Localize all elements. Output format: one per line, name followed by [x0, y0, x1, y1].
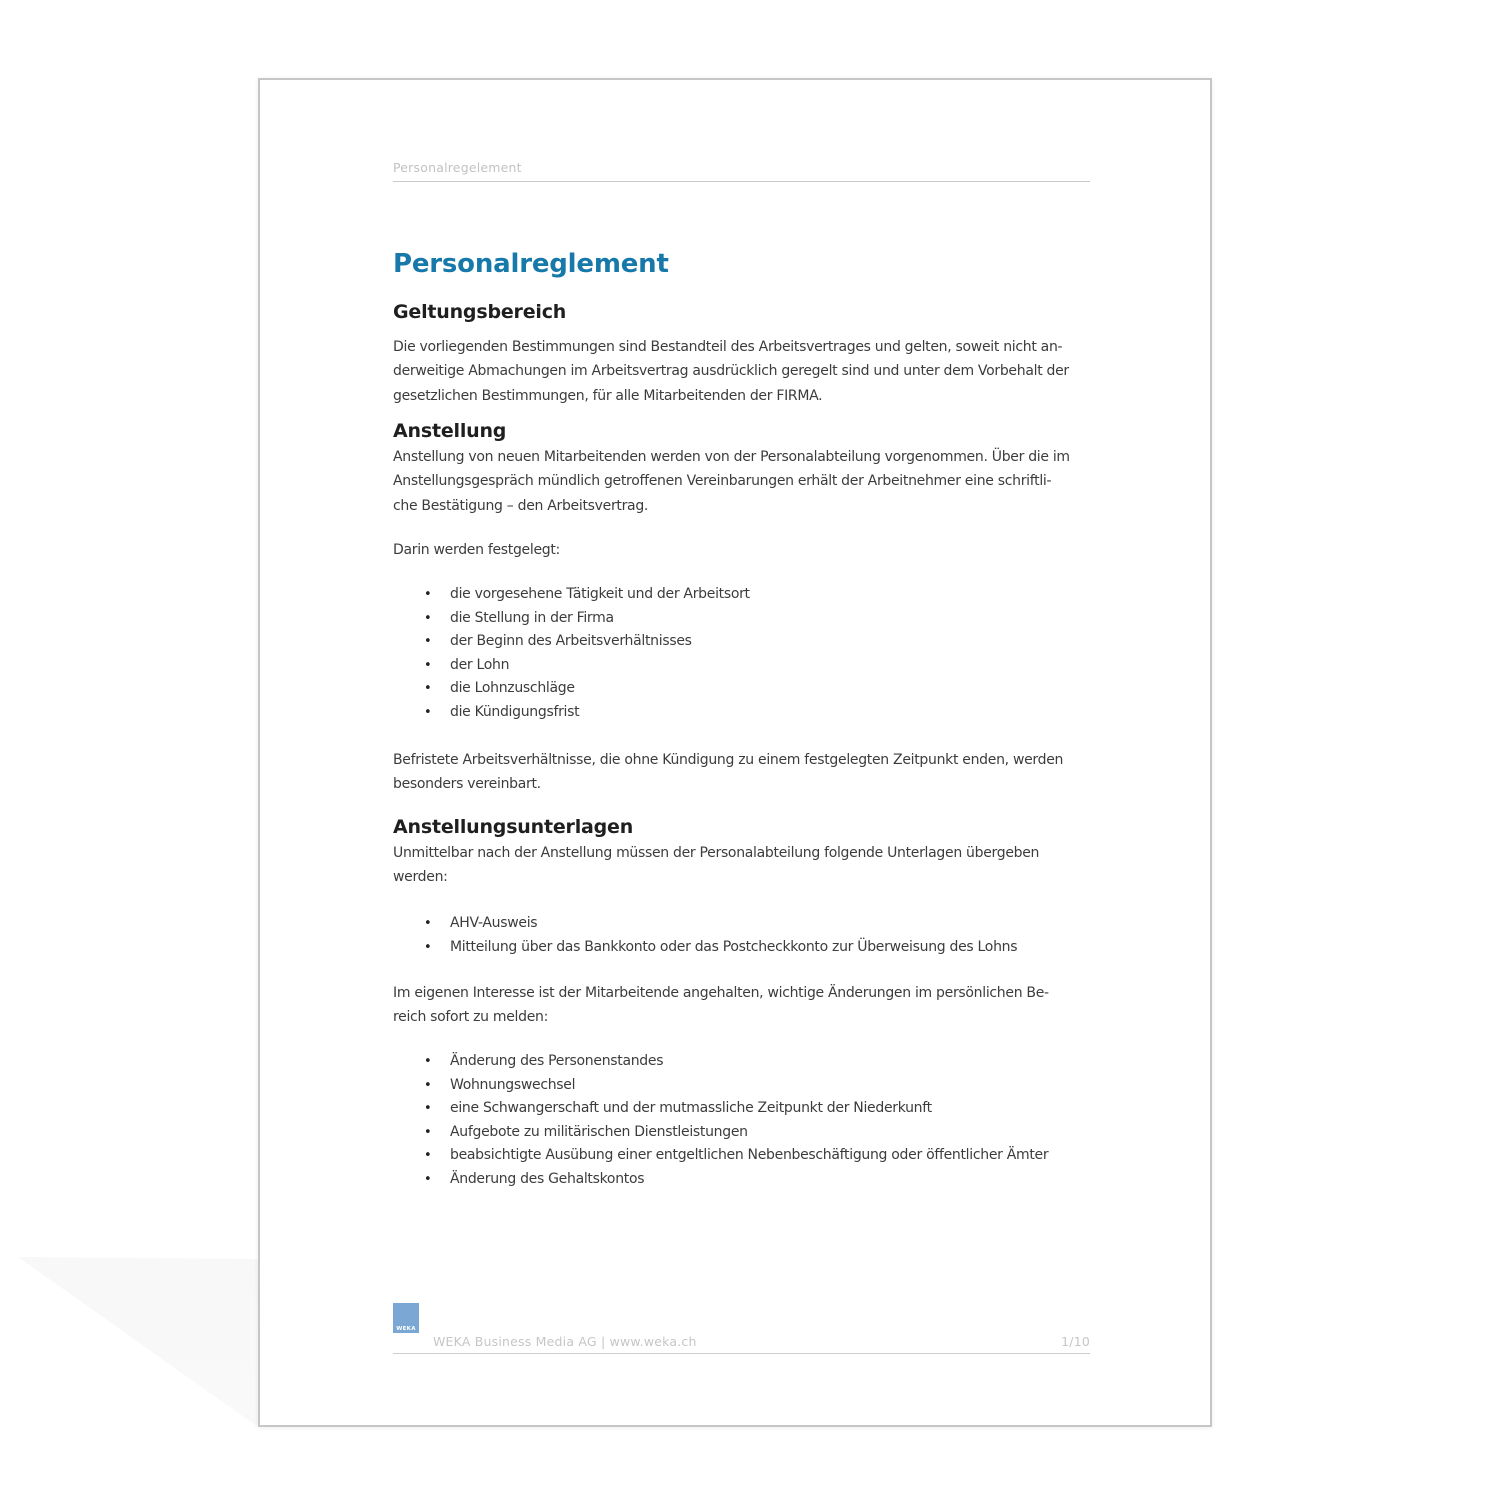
list-item-text: der Lohn — [450, 656, 510, 673]
bullet-icon — [424, 701, 431, 725]
list-item-text: Änderung des Personenstandes — [450, 1053, 664, 1069]
list-item-text: eine Schwangerschaft und der mutmassliche Zeitpunkt der Niederkunft — [450, 1100, 932, 1116]
section-heading-anstellungsunterlagen: Anstellungsunterlagen — [393, 816, 634, 838]
bullet-icon — [424, 912, 431, 936]
paragraph-interesse — [393, 981, 1110, 1030]
list-item — [393, 1144, 1110, 1168]
list-item — [393, 1097, 1110, 1121]
text-line: werden: — [393, 869, 448, 886]
bullet-list-aenderungen — [393, 1050, 1110, 1191]
list-item-text: Änderung des Gehaltskontos — [450, 1170, 645, 1187]
list-item — [393, 912, 1110, 936]
bullet-icon — [424, 1121, 431, 1145]
list-item — [393, 1168, 1110, 1192]
bullet-icon — [424, 1144, 431, 1168]
bullet-icon — [424, 607, 431, 631]
footer-page-number: 1/10 — [1061, 1334, 1090, 1349]
bullet-list-unterlagen — [393, 912, 1110, 959]
text-line: reich sofort zu melden: — [393, 1009, 549, 1026]
list-item-text: beabsichtigte Ausübung einer entgeltlichen Nebenbeschäftigung oder öffentlicher Ämter — [450, 1147, 1049, 1163]
paragraph-list-intro — [393, 538, 1110, 562]
text-line: Im eigenen Interesse ist der Mitarbeitende angehalten, wichtige Änderungen im persönlichen Be- — [393, 985, 1049, 1001]
bullet-icon — [424, 677, 431, 701]
text-line: Darin werden festgelegt: — [393, 542, 560, 558]
list-item-text: die Kündigungsfrist — [450, 703, 580, 720]
list-item-text: Aufgebote zu militärischen Dienstleistungen — [450, 1123, 748, 1140]
paragraph-geltungsbereich — [393, 335, 1110, 408]
list-item-text: der Beginn des Arbeitsverhältnisses — [450, 633, 692, 649]
footer-divider — [393, 1353, 1090, 1354]
paragraph-befristete — [393, 748, 1110, 797]
bullet-icon — [424, 1168, 431, 1192]
weka-logo-text: WEKA — [396, 1326, 416, 1332]
text-line: gesetzlichen Bestimmungen, für alle Mitarbeitenden der FIRMA. — [393, 387, 823, 404]
footer-company-text: WEKA Business Media AG | www.weka.ch — [433, 1334, 697, 1349]
list-item-text: die Stellung in der Firma — [450, 609, 614, 626]
list-item-text: Wohnungswechsel — [450, 1076, 576, 1093]
text-line: Unmittelbar nach der Anstellung müssen der Personalabteilung folgende Unterlagen übergeben — [393, 845, 1040, 861]
running-header — [393, 160, 1090, 182]
list-item — [393, 936, 1110, 960]
weka-logo — [393, 1303, 419, 1333]
list-item — [393, 677, 1110, 701]
list-item-text: Mitteilung über das Bankkonto oder das Postcheckkonto zur Überweisung des Lohns — [450, 938, 1018, 955]
paragraph-anstellung — [393, 445, 1110, 518]
document-title: Personalreglement — [393, 249, 669, 279]
list-item — [393, 701, 1110, 725]
list-item-text: AHV-Ausweis — [450, 915, 538, 931]
list-item — [393, 630, 1110, 654]
bullet-icon — [424, 1074, 431, 1098]
bullet-icon — [424, 1097, 431, 1121]
page-footer — [393, 1334, 1090, 1349]
paragraph-unterlagen — [393, 841, 1110, 890]
text-line: derweitige Abmachungen im Arbeitsvertrag ausdrücklich geregelt sind und unter dem Vorbehalt der — [393, 363, 1069, 380]
bullet-list-vertragsinhalte — [393, 583, 1110, 724]
list-item — [393, 583, 1110, 607]
bullet-icon — [424, 936, 431, 960]
section-heading-anstellung: Anstellung — [393, 420, 507, 442]
bullet-icon — [424, 1050, 431, 1074]
text-line: besonders vereinbart. — [393, 776, 541, 793]
bullet-icon — [424, 583, 431, 607]
bullet-icon — [424, 654, 431, 678]
running-header-text: Personalregelement — [393, 160, 522, 175]
list-item-text: die vorgesehene Tätigkeit und der Arbeitsort — [450, 586, 750, 602]
text-line: Befristete Arbeitsverhältnisse, die ohne Kündigung zu einem festgelegten Zeitpunkt enden, werden — [393, 752, 1064, 768]
text-line: Anstellung von neuen Mitarbeitenden werden von der Personalabteilung vorgenommen. Über die im — [393, 449, 1070, 465]
list-item — [393, 1121, 1110, 1145]
bullet-icon — [424, 630, 431, 654]
list-item — [393, 1074, 1110, 1098]
list-item — [393, 654, 1110, 678]
text-line: Die vorliegenden Bestimmungen sind Bestandteil des Arbeitsvertrages und gelten, soweit nicht an- — [393, 339, 1063, 355]
text-line: Anstellungsgespräch mündlich getroffenen Vereinbarungen erhält der Arbeitnehmer eine schriftli- — [393, 473, 1052, 490]
list-item — [393, 607, 1110, 631]
section-heading-geltungsbereich: Geltungsbereich — [393, 301, 567, 323]
list-item-text: die Lohnzuschläge — [450, 680, 575, 696]
list-item — [393, 1050, 1110, 1074]
text-line: che Bestätigung – den Arbeitsvertrag. — [393, 497, 649, 514]
document-page — [258, 78, 1212, 1427]
